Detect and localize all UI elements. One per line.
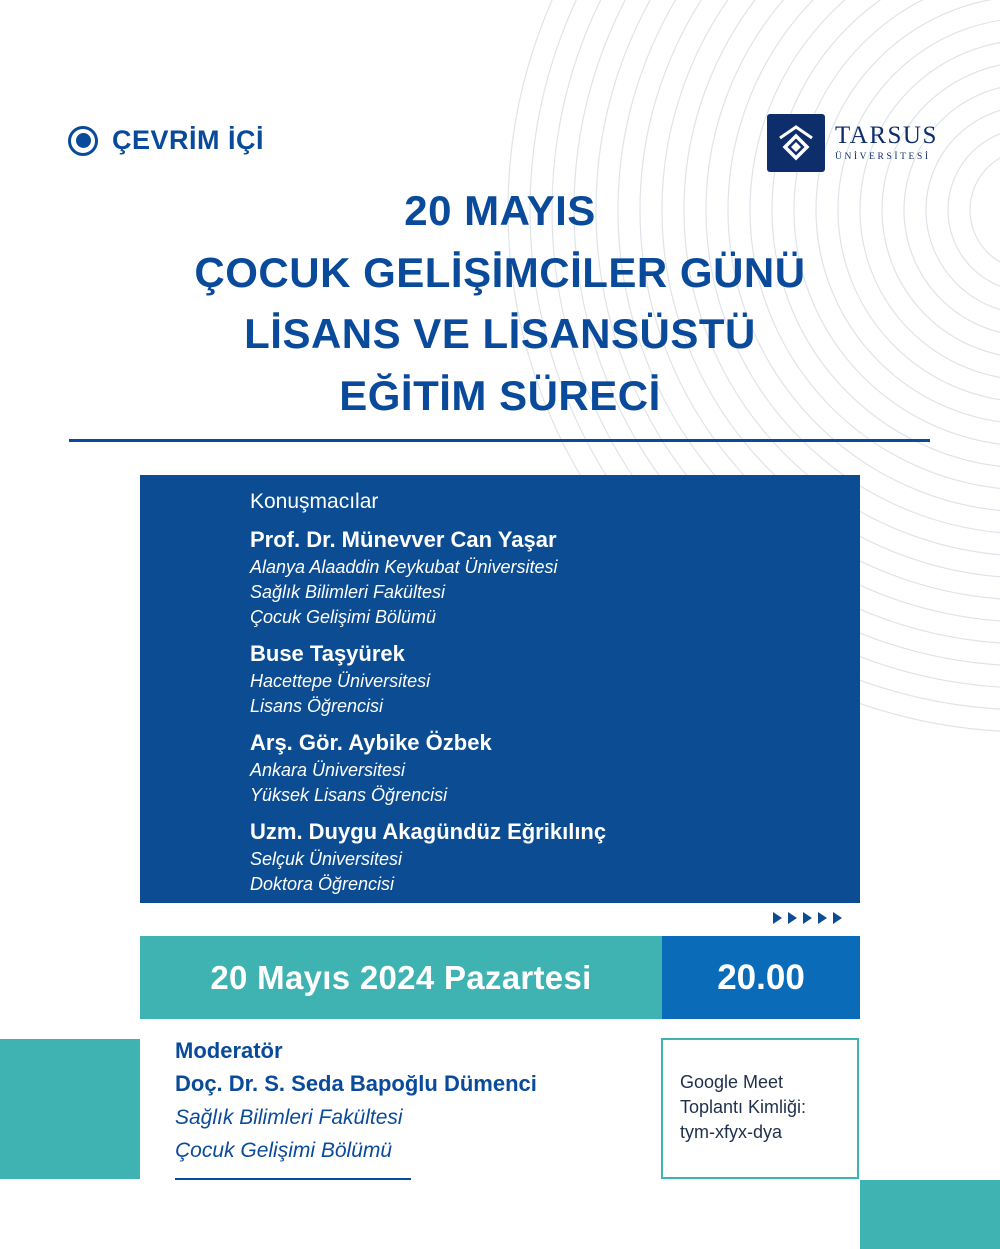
speaker-affiliation: Sağlık Bilimleri Fakültesi xyxy=(250,582,446,602)
play-arrow-icon xyxy=(818,912,827,924)
university-logo xyxy=(767,114,938,172)
moderator-name: Doç. Dr. S. Seda Bapoğlu Dümenci xyxy=(175,1071,537,1096)
play-arrow-icon xyxy=(803,912,812,924)
speaker-entry xyxy=(250,525,860,630)
event-title xyxy=(80,180,920,426)
moderator-section xyxy=(175,1035,537,1167)
speaker-affiliation: Alanya Alaaddin Keykubat Üniversitesi xyxy=(250,557,558,577)
arrow-decoration xyxy=(773,912,842,924)
logo-subtitle: ÜNİVERSİTESİ xyxy=(835,152,931,162)
speaker-entry xyxy=(250,728,860,808)
online-label: ÇEVRİM İÇİ xyxy=(112,125,265,155)
play-arrow-icon xyxy=(773,912,782,924)
radio-dot-icon xyxy=(68,126,98,156)
logo-name: TARSUS xyxy=(835,122,938,149)
teal-decor-block xyxy=(0,1039,140,1179)
speaker-affiliation: Doktora Öğrencisi xyxy=(250,874,395,894)
speaker-affiliation: Lisans Öğrencisi xyxy=(250,696,384,716)
event-date: 20 Mayıs 2024 Pazartesi xyxy=(210,958,592,996)
title-line: ÇOCUK GELİŞİMCİLER GÜNÜ xyxy=(194,248,806,296)
speaker-affiliation: Selçuk Üniversitesi xyxy=(250,849,403,869)
meeting-info-box xyxy=(661,1038,859,1179)
title-divider xyxy=(69,439,930,442)
moderator-affiliation: Çocuk Gelişimi Bölümü xyxy=(175,1139,393,1162)
play-arrow-icon xyxy=(788,912,797,924)
speaker-affiliation: Yüksek Lisans Öğrencisi xyxy=(250,785,448,805)
title-line: EĞİTİM SÜRECİ xyxy=(339,371,661,419)
speaker-name: Buse Taşyürek xyxy=(250,641,405,666)
event-time-box xyxy=(662,936,860,1019)
speaker-affiliation: Hacettepe Üniversitesi xyxy=(250,671,431,691)
meeting-id[interactable]: tym-xfyx-dya xyxy=(680,1122,783,1142)
moderator-affiliation: Sağlık Bilimleri Fakültesi xyxy=(175,1106,403,1129)
speaker-name: Arş. Gör. Aybike Özbek xyxy=(250,730,492,755)
event-date-bar xyxy=(140,936,662,1019)
play-arrow-icon xyxy=(833,912,842,924)
teal-decor-block xyxy=(860,1180,1000,1249)
speaker-name: Prof. Dr. Münevver Can Yaşar xyxy=(250,527,557,552)
speaker-name: Uzm. Duygu Akagündüz Eğrikılınç xyxy=(250,819,607,844)
meeting-platform: Google Meet xyxy=(680,1072,784,1092)
online-badge xyxy=(68,125,264,156)
moderator-underline xyxy=(175,1178,411,1180)
speaker-entry xyxy=(250,817,860,897)
speakers-heading: Konuşmacılar xyxy=(250,490,379,513)
speaker-affiliation: Çocuk Gelişimi Bölümü xyxy=(250,607,437,627)
moderator-label: Moderatör xyxy=(175,1038,283,1063)
tarsus-emblem-icon xyxy=(767,114,825,172)
speaker-affiliation: Ankara Üniversitesi xyxy=(250,760,406,780)
title-line: 20 MAYIS xyxy=(404,187,596,234)
event-time: 20.00 xyxy=(717,957,805,997)
speakers-panel xyxy=(140,475,860,903)
speaker-entry xyxy=(250,639,860,719)
meeting-id-label: Toplantı Kimliği: xyxy=(680,1097,807,1117)
title-line: LİSANS VE LİSANSÜSTÜ xyxy=(244,310,756,357)
